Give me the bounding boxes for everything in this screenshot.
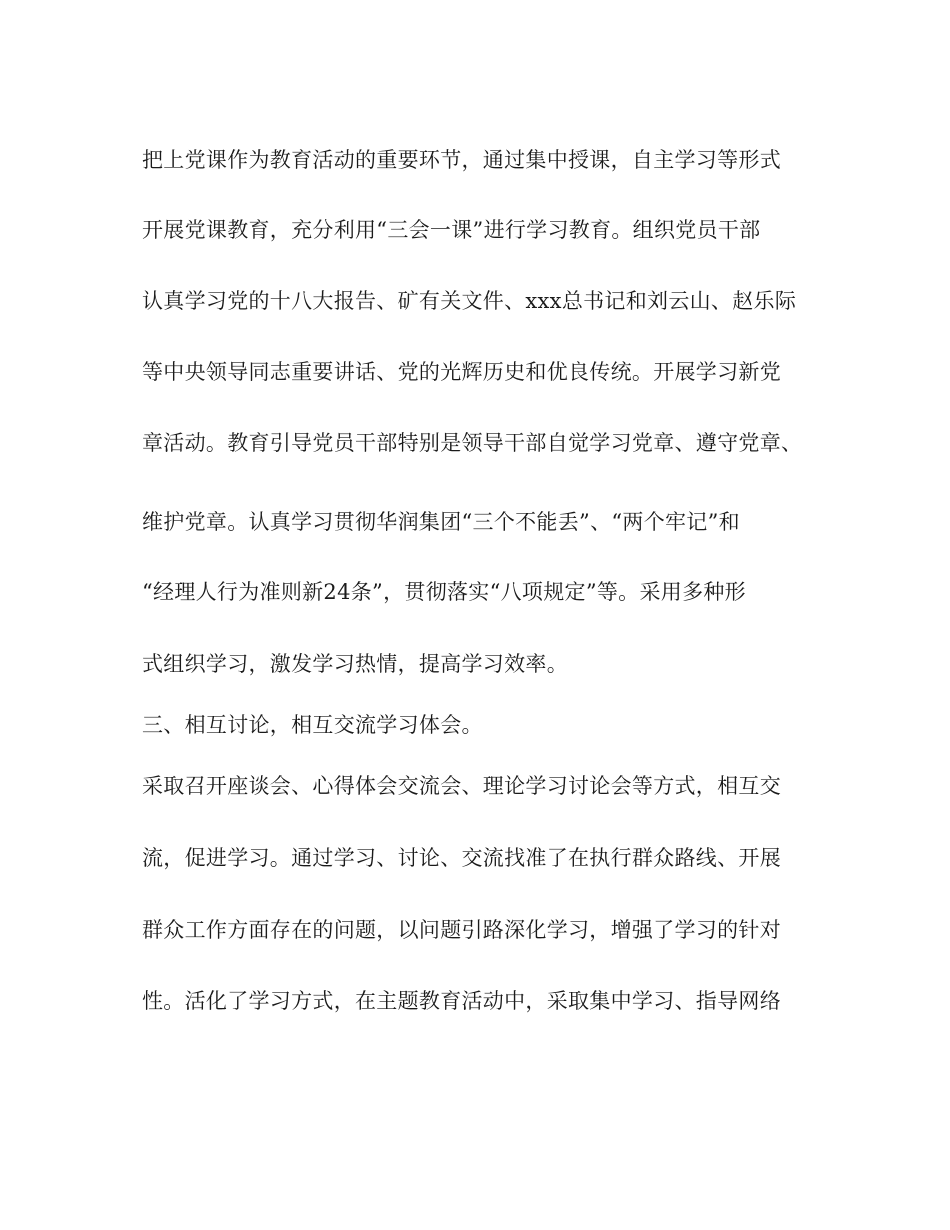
paragraph-line: 性。活化了学习方式，在主题教育活动中，采取集中学习、指导网络 <box>142 989 781 1013</box>
paragraph-line: “经理人行为准则新24条”，贯彻落实“八项规定”等。采用多种形 <box>142 580 746 604</box>
paragraph-line: 开展党课教育，充分利用“三会一课”进行学习教育。组织党员干部 <box>142 218 761 242</box>
paragraph-line: 群众工作方面存在的问题，以问题引路深化学习，增强了学习的针对 <box>142 918 781 942</box>
paragraph-line: 等中央领导同志重要讲话、党的光辉历史和优良传统。开展学习新党 <box>142 360 781 384</box>
section-heading: 三、相互讨论，相互交流学习体会。 <box>142 713 483 737</box>
paragraph-line: 式组织学习，激发学习热情，提高学习效率。 <box>142 652 568 676</box>
paragraph-line: 流，促进学习。通过学习、讨论、交流找准了在执行群众路线、开展 <box>142 846 781 870</box>
paragraph-line: 把上党课作为教育活动的重要环节，通过集中授课，自主学习等形式 <box>142 148 781 172</box>
paragraph-line: 章活动。教育引导党员干部特别是领导干部自觉学习党章、遵守党章、 <box>142 431 803 455</box>
paragraph-line: 采取召开座谈会、心得体会交流会、理论学习讨论会等方式，相互交 <box>142 774 781 798</box>
paragraph-line: 维护党章。认真学习贯彻华润集团“三个不能丢”、“两个牢记”和 <box>142 510 740 534</box>
paragraph-line: 认真学习党的十八大报告、矿有关文件、xxx总书记和刘云山、赵乐际 <box>142 289 797 313</box>
